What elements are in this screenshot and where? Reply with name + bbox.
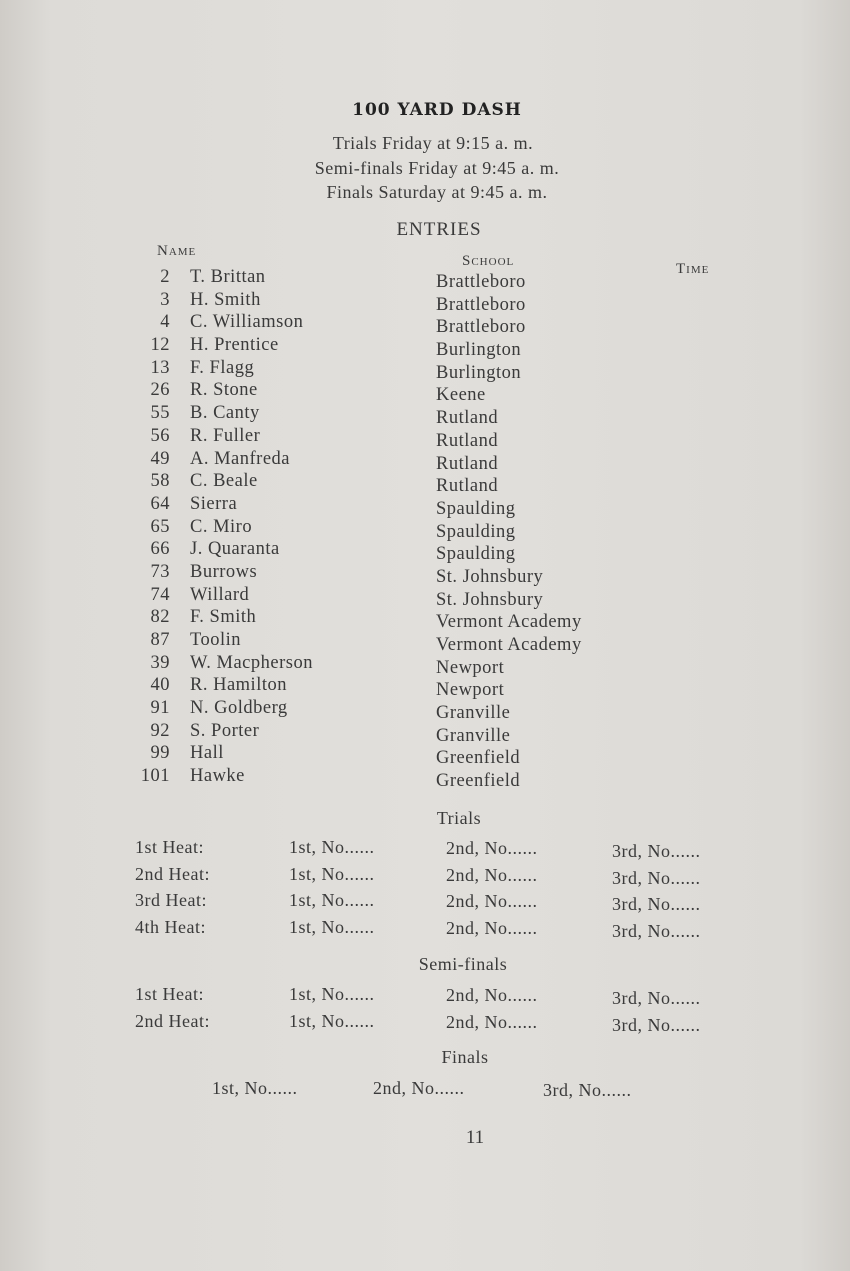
entry-number: 49 <box>150 448 170 469</box>
entry-number: 26 <box>150 380 170 401</box>
entry-school: Rutland <box>436 430 499 451</box>
entry-school: Rutland <box>436 476 499 497</box>
schedule-semifinals: Semi-finals Friday at 9:45 a. m. <box>314 158 560 178</box>
entry-number: 73 <box>150 561 170 582</box>
heat-third-place: 3rd, No...... <box>612 841 701 861</box>
entry-row <box>0 471 850 497</box>
entry-school: Granville <box>436 725 511 746</box>
entry-number: 4 <box>160 312 170 333</box>
heat-second-place: 2nd, No...... <box>446 864 538 885</box>
entry-school: Spaulding <box>436 498 516 519</box>
entry-school: Newport <box>436 680 505 701</box>
entry-number: 3 <box>160 289 170 310</box>
entry-school: Burlington <box>436 340 522 361</box>
entry-row <box>0 743 850 769</box>
heat-first-place: 1st, No...... <box>289 863 375 884</box>
entry-name: N. Goldberg <box>190 698 288 719</box>
entry-school: Rutland <box>436 408 499 429</box>
semifinals-heading: Semi-finals <box>418 954 508 974</box>
trials-heat-row <box>0 837 850 863</box>
entry-school: Spaulding <box>436 521 516 542</box>
entry-row <box>0 426 850 449</box>
entry-row <box>0 675 850 701</box>
entry-school: Brattleboro <box>436 272 526 292</box>
entry-name: H. Prentice <box>190 335 279 356</box>
entry-school: Granville <box>436 703 511 724</box>
entry-name: C. Beale <box>190 471 258 492</box>
entry-name: Burrows <box>190 561 258 582</box>
entry-name: R. Fuller <box>190 425 261 446</box>
entry-name: R. Stone <box>190 380 258 401</box>
entry-row <box>0 698 850 724</box>
entry-name: Willard <box>190 584 250 605</box>
heat-second-place: 2nd, No...... <box>446 838 538 858</box>
entry-name: Hall <box>190 743 224 764</box>
entry-name: Hawke <box>190 766 245 787</box>
heat-third-place: 3rd, No...... <box>612 1014 701 1035</box>
entry-row <box>0 607 850 633</box>
trials-heat-row <box>0 917 850 943</box>
heat-label: 4th Heat: <box>135 916 206 937</box>
entry-name: H. Smith <box>190 289 261 310</box>
entry-name: R. Hamilton <box>190 675 287 696</box>
trials-heat-row <box>0 890 850 916</box>
heat-label: 1st Heat: <box>135 984 204 1004</box>
heat-second-place: 2nd, No...... <box>446 985 538 1005</box>
entry-number: 64 <box>150 493 170 514</box>
entry-name: Sierra <box>190 493 238 514</box>
finals-third-place: 3rd, No...... <box>543 1080 632 1100</box>
entry-school: Newport <box>436 657 505 678</box>
finals-heading: Finals <box>441 1047 489 1067</box>
column-header-name: Name <box>157 243 197 259</box>
entry-school: Greenfield <box>436 748 521 769</box>
entry-row <box>0 721 850 744</box>
column-header-school: School <box>462 253 515 269</box>
semifinals-heat-row <box>0 1011 850 1037</box>
entry-name: J. Quaranta <box>190 539 280 560</box>
entry-number: 56 <box>150 425 170 446</box>
entry-name: C. Miro <box>190 516 253 537</box>
heat-second-place: 2nd, No...... <box>446 891 538 911</box>
heat-label: 1st Heat: <box>135 837 204 857</box>
heat-label: 3rd Heat: <box>135 890 207 910</box>
heat-first-place: 1st, No...... <box>289 1010 375 1031</box>
entry-row <box>0 585 850 608</box>
entry-school: Greenfield <box>436 771 521 792</box>
entry-number: 13 <box>150 357 170 378</box>
entry-number: 74 <box>150 584 170 605</box>
entry-name: C. Williamson <box>190 312 304 333</box>
entry-row <box>0 517 850 540</box>
entry-number: 87 <box>150 630 170 650</box>
entry-number: 58 <box>150 471 170 492</box>
entry-school: Keene <box>436 385 486 406</box>
heat-label: 2nd Heat: <box>135 863 210 884</box>
entry-number: 101 <box>140 766 170 787</box>
entry-number: 2 <box>160 267 170 287</box>
event-title: 100 YARD DASH <box>352 100 522 120</box>
heat-first-place: 1st, No...... <box>289 984 375 1004</box>
heat-third-place: 3rd, No...... <box>612 988 701 1008</box>
entry-school: Vermont Academy <box>436 612 582 633</box>
entry-number: 82 <box>150 607 170 628</box>
entry-number: 40 <box>150 675 170 696</box>
entry-row <box>0 766 850 792</box>
entry-list <box>0 267 850 792</box>
schedule-trials: Trials Friday at 9:15 a. m. <box>332 133 534 153</box>
heat-label: 2nd Heat: <box>135 1010 210 1031</box>
entry-name: W. Macpherson <box>190 652 313 673</box>
heat-first-place: 1st, No...... <box>289 837 375 857</box>
entry-number: 91 <box>150 698 170 719</box>
heat-third-place: 3rd, No...... <box>612 920 701 941</box>
entry-row <box>0 335 850 361</box>
entry-number: 12 <box>150 335 170 356</box>
entry-school: Vermont Academy <box>436 635 582 655</box>
semifinals-heat-row <box>0 984 850 1010</box>
entry-school: Rutland <box>436 453 499 474</box>
entry-number: 55 <box>150 403 170 424</box>
entry-number: 65 <box>150 516 170 537</box>
entry-row <box>0 290 850 313</box>
heat-first-place: 1st, No...... <box>289 890 375 910</box>
trials-heat-row <box>0 864 850 890</box>
entry-school: Burlington <box>436 362 522 383</box>
entry-row <box>0 494 850 517</box>
entries-heading: ENTRIES <box>396 219 482 240</box>
trials-heading: Trials <box>436 808 482 828</box>
heat-third-place: 3rd, No...... <box>612 867 701 888</box>
finals-second-place: 2nd, No...... <box>373 1078 465 1098</box>
heat-second-place: 2nd, No...... <box>446 1011 538 1032</box>
page-number: 11 <box>465 1127 485 1148</box>
schedule-finals: Finals Saturday at 9:45 a. m. <box>326 182 548 202</box>
entry-row <box>0 539 850 565</box>
entry-row <box>0 653 850 676</box>
entry-school: St. Johnsbury <box>436 566 544 587</box>
entry-row <box>0 562 850 585</box>
entry-row <box>0 312 850 338</box>
entry-school: St. Johnsbury <box>436 589 544 610</box>
entry-number: 66 <box>150 539 170 560</box>
entry-name: F. Flagg <box>190 357 255 378</box>
entry-number: 39 <box>150 652 170 673</box>
entry-school: Spaulding <box>436 544 516 565</box>
entry-name: T. Brittan <box>190 267 266 287</box>
entry-row <box>0 267 850 290</box>
entry-name: F. Smith <box>190 607 257 628</box>
entry-name: Toolin <box>190 630 242 650</box>
entry-row <box>0 449 850 472</box>
finals-first-place: 1st, No...... <box>212 1078 298 1098</box>
entry-name: A. Manfreda <box>190 448 291 469</box>
entry-name: S. Porter <box>190 720 260 741</box>
column-header-time: Time <box>676 261 710 277</box>
entry-name: B. Canty <box>190 403 260 424</box>
heat-second-place: 2nd, No...... <box>446 917 538 938</box>
entry-number: 99 <box>150 743 170 764</box>
heat-third-place: 3rd, No...... <box>612 894 701 914</box>
entry-school: Brattleboro <box>436 317 526 338</box>
entry-row <box>0 358 850 381</box>
entry-number: 92 <box>150 720 170 741</box>
entry-row <box>0 380 850 406</box>
heat-first-place: 1st, No...... <box>289 916 375 937</box>
entry-row <box>0 403 850 429</box>
entry-row <box>0 630 850 653</box>
entry-school: Brattleboro <box>436 294 526 315</box>
